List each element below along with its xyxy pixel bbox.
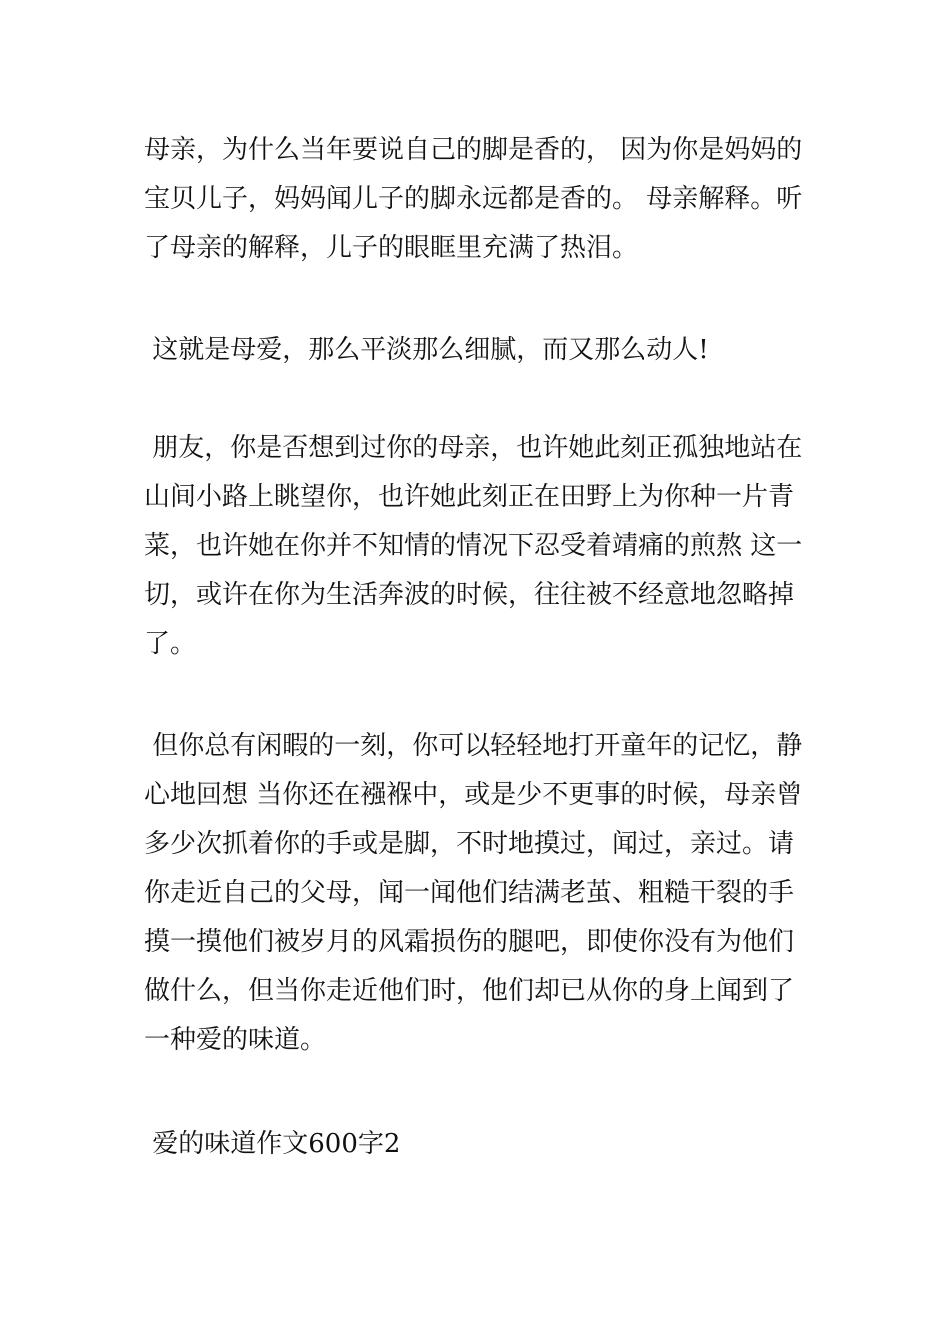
paragraph-friend-mother: 朋友，你是否想到过你的母亲，也许她此刻正孤独地站在山间小路上眺望你，也许她此刻正在田野上为你种一片青菜，也许她在你并不知情的情况下忍受着靖痛的煎熬 这一切，或许在你为生活奔波的时候，往往被不经意地忽略掉了。 — [144, 433, 803, 659]
section-heading: 爱的味道作文600字2 — [144, 1129, 401, 1159]
paragraph-mother-love: 这就是母爱，那么平淡那么细腻，而又那么动人! — [144, 335, 709, 365]
paragraph-mother-explanation: 母亲，为什么当年要说自己的脚是香的， 因为你是妈妈的宝贝儿子，妈妈闻儿子的脚永远都是香的。 母亲解释。听了母亲的解释，儿子的眼眶里充满了热泪。 — [144, 135, 803, 263]
paragraph-childhood-memory: 但你总有闲暇的一刻，你可以轻轻地打开童年的记忆，静心地回想 当你还在襁褓中，或是少不更事的时候，母亲曾多少次抓着你的手或是脚，不时地摸过，闻过，亲过。请你走近自己的父母，闻一闻他们结满老茧、粗糙干裂的手摸一摸他们被岁月的风霜损伤的腿吧，即使你没有为他们做什么，但当你走近他们时，他们却已从你的身上闻到了一种爱的味道。 — [144, 731, 803, 1055]
